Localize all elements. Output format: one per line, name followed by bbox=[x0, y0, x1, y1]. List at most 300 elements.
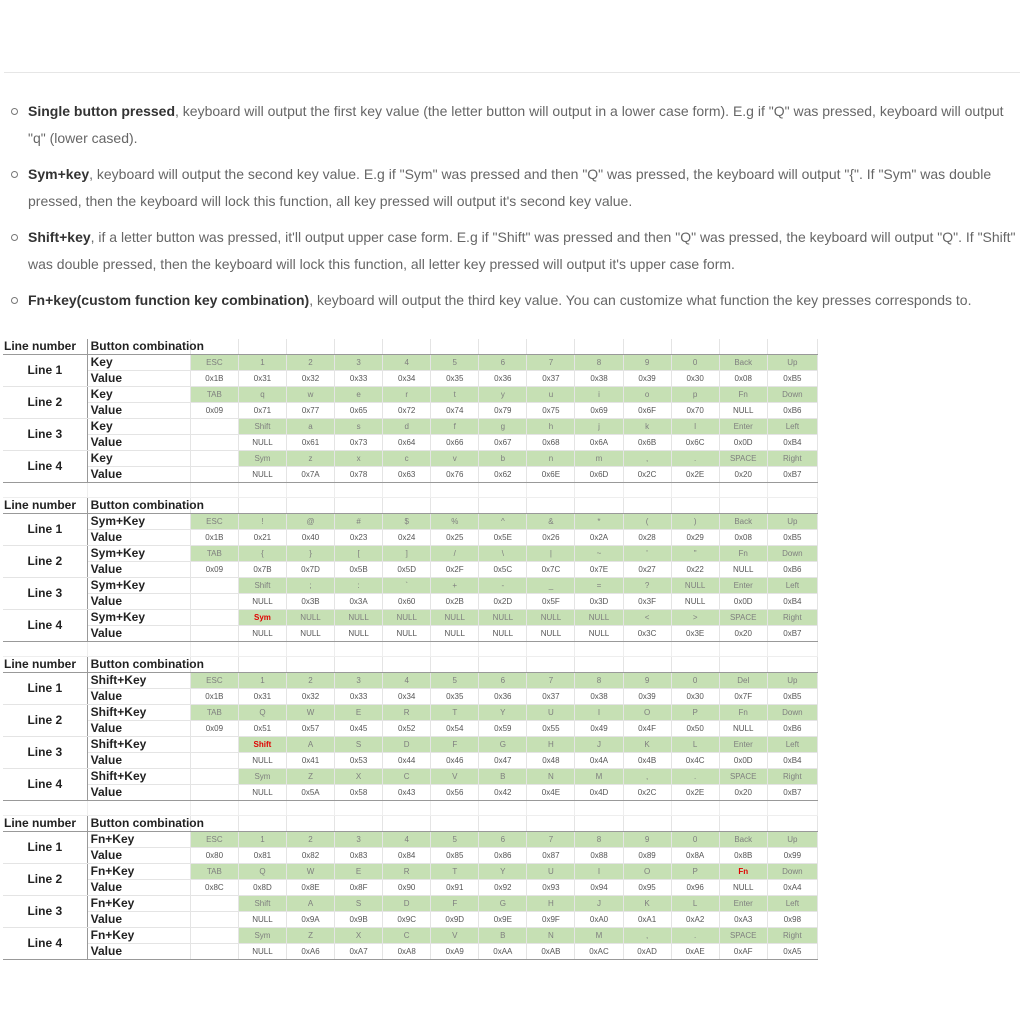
value-cell: NULL bbox=[383, 626, 431, 642]
empty-cell bbox=[575, 498, 623, 514]
empty-cell bbox=[527, 657, 575, 673]
key-cell: 6 bbox=[479, 673, 527, 689]
value-cell: NULL bbox=[527, 626, 575, 642]
value-cell: 0x3E bbox=[671, 626, 719, 642]
empty-cell bbox=[671, 657, 719, 673]
value-cell: 0x09 bbox=[190, 562, 238, 578]
key-cell: V bbox=[431, 769, 479, 785]
value-cell: 0x5B bbox=[335, 562, 383, 578]
empty-cell bbox=[335, 498, 383, 514]
value-cell: 0x71 bbox=[238, 403, 286, 419]
value-cell: 0xB4 bbox=[767, 435, 817, 451]
key-cell: f bbox=[431, 419, 479, 435]
empty-cell bbox=[767, 642, 817, 657]
value-cell: 0x48 bbox=[527, 753, 575, 769]
value-label: Value bbox=[87, 435, 190, 451]
value-cell: 0xAA bbox=[479, 944, 527, 960]
value-label: Value bbox=[87, 848, 190, 864]
key-cell: 2 bbox=[286, 355, 334, 371]
key-cell: \ bbox=[479, 546, 527, 562]
key-cell: NULL bbox=[575, 610, 623, 626]
key-cell: @ bbox=[286, 514, 334, 530]
key-cell: Back bbox=[719, 514, 767, 530]
value-cell: 0x66 bbox=[431, 435, 479, 451]
key-cell: Sym bbox=[238, 610, 286, 626]
key-cell: NULL bbox=[335, 610, 383, 626]
header-button-combination: Button combination bbox=[87, 816, 190, 832]
value-cell: 0xB5 bbox=[767, 371, 817, 387]
value-cell: 0x24 bbox=[383, 530, 431, 546]
key-cell: Left bbox=[767, 737, 817, 753]
empty-cell bbox=[671, 498, 719, 514]
empty-cell bbox=[190, 483, 238, 498]
value-cell: 0x80 bbox=[190, 848, 238, 864]
key-cell: ' bbox=[623, 546, 671, 562]
key-mapping-tables bbox=[3, 339, 818, 960]
key-cell: s bbox=[335, 419, 383, 435]
button-combination-label: Fn+Key bbox=[87, 896, 190, 912]
key-cell: G bbox=[479, 896, 527, 912]
key-cell: Left bbox=[767, 419, 817, 435]
value-label: Value bbox=[87, 594, 190, 610]
value-cell: 0x2D bbox=[479, 594, 527, 610]
key-cell: Left bbox=[767, 578, 817, 594]
key-cell: A bbox=[286, 737, 334, 753]
value-cell: 0x7A bbox=[286, 467, 334, 483]
key-cell: C bbox=[383, 769, 431, 785]
key-cell: + bbox=[431, 578, 479, 594]
value-cell: 0x53 bbox=[335, 753, 383, 769]
value-cell: 0xA8 bbox=[383, 944, 431, 960]
key-cell: / bbox=[431, 546, 479, 562]
empty-cell bbox=[190, 578, 238, 594]
key-cell: : bbox=[335, 578, 383, 594]
empty-cell bbox=[190, 467, 238, 483]
empty-cell bbox=[575, 657, 623, 673]
value-cell: 0x78 bbox=[335, 467, 383, 483]
line-number-cell: Line 2 bbox=[3, 864, 87, 896]
value-cell: 0x93 bbox=[527, 880, 575, 896]
empty-cell bbox=[719, 498, 767, 514]
empty-cell bbox=[190, 944, 238, 960]
value-cell: 0x83 bbox=[335, 848, 383, 864]
empty-cell bbox=[238, 339, 286, 355]
key-cell: O bbox=[623, 864, 671, 880]
empty-cell bbox=[431, 642, 479, 657]
value-cell: 0x91 bbox=[431, 880, 479, 896]
note-shift-key bbox=[0, 224, 1024, 278]
empty-cell bbox=[431, 498, 479, 514]
key-cell: Down bbox=[767, 387, 817, 403]
key-cell: & bbox=[527, 514, 575, 530]
empty-cell bbox=[190, 753, 238, 769]
value-cell: 0x6F bbox=[623, 403, 671, 419]
key-cell: ! bbox=[238, 514, 286, 530]
empty-cell bbox=[767, 498, 817, 514]
key-cell: 5 bbox=[431, 355, 479, 371]
key-cell: S bbox=[335, 737, 383, 753]
key-cell: T bbox=[431, 864, 479, 880]
value-cell: 0xB7 bbox=[767, 467, 817, 483]
key-cell: Q bbox=[238, 705, 286, 721]
key-cell: 4 bbox=[383, 832, 431, 848]
key-cell: 2 bbox=[286, 673, 334, 689]
empty-cell bbox=[335, 642, 383, 657]
empty-cell bbox=[190, 928, 238, 944]
header-line-number: Line number bbox=[3, 816, 87, 832]
key-cell: < bbox=[623, 610, 671, 626]
button-combination-label: Shift+Key bbox=[87, 673, 190, 689]
key-cell: E bbox=[335, 705, 383, 721]
value-cell: 0x2E bbox=[671, 467, 719, 483]
key-cell: Fn bbox=[719, 864, 767, 880]
key-cell: 3 bbox=[335, 673, 383, 689]
key-cell: B bbox=[479, 769, 527, 785]
key-cell: 8 bbox=[575, 355, 623, 371]
key-cell: J bbox=[575, 896, 623, 912]
empty-cell bbox=[238, 483, 286, 498]
key-cell: ESC bbox=[190, 673, 238, 689]
value-cell: 0x62 bbox=[479, 467, 527, 483]
key-cell: H bbox=[527, 737, 575, 753]
key-cell: R bbox=[383, 705, 431, 721]
key-cell: V bbox=[431, 928, 479, 944]
empty-cell bbox=[623, 657, 671, 673]
key-cell: > bbox=[671, 610, 719, 626]
button-combination-label: Key bbox=[87, 355, 190, 371]
key-cell: 4 bbox=[383, 355, 431, 371]
value-cell: 0x43 bbox=[383, 785, 431, 801]
value-cell: 0x4D bbox=[575, 785, 623, 801]
value-cell: 0x0D bbox=[719, 435, 767, 451]
key-cell: Right bbox=[767, 610, 817, 626]
key-cell: 9 bbox=[623, 355, 671, 371]
value-cell: 0x08 bbox=[719, 371, 767, 387]
key-cell: [ bbox=[335, 546, 383, 562]
value-cell: 0x4B bbox=[623, 753, 671, 769]
value-cell: 0x50 bbox=[671, 721, 719, 737]
value-cell: 0x46 bbox=[431, 753, 479, 769]
header-button-combination: Button combination bbox=[87, 657, 190, 673]
value-cell: 0x3F bbox=[623, 594, 671, 610]
key-cell: NULL bbox=[383, 610, 431, 626]
empty-cell bbox=[190, 896, 238, 912]
empty-cell bbox=[527, 483, 575, 498]
value-cell: 0xB4 bbox=[767, 753, 817, 769]
key-cell: 0 bbox=[671, 355, 719, 371]
empty-cell bbox=[286, 498, 334, 514]
value-cell: 0x99 bbox=[767, 848, 817, 864]
value-cell: 0x38 bbox=[575, 689, 623, 705]
key-cell: Enter bbox=[719, 896, 767, 912]
value-cell: 0x7C bbox=[527, 562, 575, 578]
value-cell: 0x88 bbox=[575, 848, 623, 864]
value-cell: 0xA6 bbox=[286, 944, 334, 960]
key-cell: M bbox=[575, 769, 623, 785]
key-cell: | bbox=[527, 546, 575, 562]
value-cell: 0x8E bbox=[286, 880, 334, 896]
key-cell: W bbox=[286, 705, 334, 721]
key-cell: a bbox=[286, 419, 334, 435]
note-fn-key bbox=[0, 287, 1024, 314]
key-cell: Sym bbox=[238, 928, 286, 944]
empty-cell bbox=[190, 912, 238, 928]
key-cell: = bbox=[575, 578, 623, 594]
key-cell: N bbox=[527, 769, 575, 785]
value-cell: 0x7F bbox=[719, 689, 767, 705]
value-cell: NULL bbox=[238, 594, 286, 610]
key-cell: n bbox=[527, 451, 575, 467]
key-cell: H bbox=[527, 896, 575, 912]
value-cell: 0x44 bbox=[383, 753, 431, 769]
value-cell: 0x26 bbox=[527, 530, 575, 546]
value-cell: 0x09 bbox=[190, 721, 238, 737]
value-cell: 0x92 bbox=[479, 880, 527, 896]
value-cell: 0x94 bbox=[575, 880, 623, 896]
value-cell: 0x98 bbox=[767, 912, 817, 928]
value-cell: 0x63 bbox=[383, 467, 431, 483]
note-title: Fn+key(custom function key combination) bbox=[28, 292, 310, 308]
button-combination-label: Sym+Key bbox=[87, 578, 190, 594]
value-cell: 0x65 bbox=[335, 403, 383, 419]
value-cell: 0x8D bbox=[238, 880, 286, 896]
empty-cell bbox=[527, 816, 575, 832]
value-cell: 0xA9 bbox=[431, 944, 479, 960]
value-cell: NULL bbox=[575, 626, 623, 642]
key-cell: ^ bbox=[479, 514, 527, 530]
key-cell: ESC bbox=[190, 514, 238, 530]
empty-cell bbox=[87, 642, 190, 657]
value-cell: 0x0D bbox=[719, 594, 767, 610]
value-cell: 0xAC bbox=[575, 944, 623, 960]
empty-cell bbox=[479, 498, 527, 514]
key-cell: Z bbox=[286, 769, 334, 785]
note-text: , if a letter button was pressed, it'll output upper case form. E.g if "Shift" was pressed and then "Q" was pressed, the keyboard will output "Q". If "Shift" was double pressed, then the keyboard will lock this function, all letter key pressed will output it's upper case form. bbox=[28, 229, 1016, 272]
key-cell: Fn bbox=[719, 387, 767, 403]
key-cell: , bbox=[623, 928, 671, 944]
key-cell: 3 bbox=[335, 832, 383, 848]
empty-cell bbox=[335, 816, 383, 832]
value-cell: 0x49 bbox=[575, 721, 623, 737]
empty-cell bbox=[623, 339, 671, 355]
value-cell: 0x8F bbox=[335, 880, 383, 896]
key-cell: 7 bbox=[527, 832, 575, 848]
value-cell: 0x9B bbox=[335, 912, 383, 928]
key-cell: ( bbox=[623, 514, 671, 530]
line-number-cell: Line 4 bbox=[3, 610, 87, 642]
key-cell: Del bbox=[719, 673, 767, 689]
empty-cell bbox=[383, 498, 431, 514]
value-cell: 0x6B bbox=[623, 435, 671, 451]
key-cell: ESC bbox=[190, 355, 238, 371]
empty-cell bbox=[238, 498, 286, 514]
key-cell: Sym bbox=[238, 769, 286, 785]
key-cell: NULL bbox=[286, 610, 334, 626]
value-label: Value bbox=[87, 403, 190, 419]
line-number-cell: Line 4 bbox=[3, 451, 87, 483]
key-cell: { bbox=[238, 546, 286, 562]
empty-cell bbox=[575, 816, 623, 832]
value-cell: 0x68 bbox=[527, 435, 575, 451]
key-mapping-table-fn bbox=[3, 816, 818, 960]
key-cell: 5 bbox=[431, 673, 479, 689]
key-cell: Enter bbox=[719, 578, 767, 594]
note-text: , keyboard will output the second key value. E.g if "Sym" was pressed and then "Q" was pressed, the keyboard will output "{". If "Sym" was double pressed, then the keyboard will lock this function, all key pressed will output it's second key value. bbox=[28, 166, 992, 209]
value-cell: 0x25 bbox=[431, 530, 479, 546]
key-cell: Sym bbox=[238, 451, 286, 467]
value-cell: 0x32 bbox=[286, 689, 334, 705]
key-cell: Shift bbox=[238, 896, 286, 912]
key-cell: 0 bbox=[671, 673, 719, 689]
value-cell: 0x09 bbox=[190, 403, 238, 419]
value-cell: 0x59 bbox=[479, 721, 527, 737]
key-cell: L bbox=[671, 896, 719, 912]
empty-cell bbox=[719, 339, 767, 355]
value-cell: 0xB6 bbox=[767, 403, 817, 419]
empty-cell bbox=[383, 801, 431, 816]
value-cell: 0x6C bbox=[671, 435, 719, 451]
value-cell: 0x2E bbox=[671, 785, 719, 801]
key-cell: NULL bbox=[671, 578, 719, 594]
key-cell: z bbox=[286, 451, 334, 467]
empty-cell bbox=[3, 801, 87, 816]
line-number-cell: Line 2 bbox=[3, 546, 87, 578]
empty-cell bbox=[527, 642, 575, 657]
value-cell: 0x2A bbox=[575, 530, 623, 546]
value-cell: 0x7B bbox=[238, 562, 286, 578]
value-cell: NULL bbox=[238, 912, 286, 928]
value-cell: 0x5C bbox=[479, 562, 527, 578]
key-cell: SPACE bbox=[719, 451, 767, 467]
value-cell: 0x79 bbox=[479, 403, 527, 419]
value-cell: 0x5D bbox=[383, 562, 431, 578]
value-cell: 0xAB bbox=[527, 944, 575, 960]
empty-cell bbox=[671, 483, 719, 498]
key-cell: Shift bbox=[238, 737, 286, 753]
empty-cell bbox=[527, 339, 575, 355]
key-cell: Shift bbox=[238, 419, 286, 435]
value-cell: NULL bbox=[719, 880, 767, 896]
key-cell: B bbox=[479, 928, 527, 944]
key-cell: Up bbox=[767, 514, 817, 530]
key-cell: TAB bbox=[190, 864, 238, 880]
key-cell: K bbox=[623, 896, 671, 912]
value-cell: NULL bbox=[238, 626, 286, 642]
value-cell: 0x6D bbox=[575, 467, 623, 483]
value-cell: 0x37 bbox=[527, 689, 575, 705]
value-cell: 0xA5 bbox=[767, 944, 817, 960]
line-number-cell: Line 3 bbox=[3, 737, 87, 769]
key-cell: , bbox=[623, 451, 671, 467]
key-cell: Y bbox=[479, 864, 527, 880]
key-cell: Down bbox=[767, 705, 817, 721]
key-cell: Back bbox=[719, 355, 767, 371]
key-cell: v bbox=[431, 451, 479, 467]
value-cell: 0x30 bbox=[671, 371, 719, 387]
key-cell: NULL bbox=[527, 610, 575, 626]
key-cell: # bbox=[335, 514, 383, 530]
line-number-cell: Line 3 bbox=[3, 896, 87, 928]
empty-cell bbox=[671, 339, 719, 355]
empty-cell bbox=[190, 785, 238, 801]
value-cell: 0xA2 bbox=[671, 912, 719, 928]
key-cell: 2 bbox=[286, 832, 334, 848]
value-label: Value bbox=[87, 944, 190, 960]
value-cell: 0x8B bbox=[719, 848, 767, 864]
value-cell: 0x76 bbox=[431, 467, 479, 483]
empty-cell bbox=[190, 419, 238, 435]
empty-cell bbox=[623, 816, 671, 832]
value-cell: 0x69 bbox=[575, 403, 623, 419]
key-cell: 0 bbox=[671, 832, 719, 848]
line-number-cell: Line 2 bbox=[3, 705, 87, 737]
empty-cell bbox=[719, 801, 767, 816]
value-cell: NULL bbox=[719, 562, 767, 578]
empty-cell bbox=[238, 801, 286, 816]
value-cell: NULL bbox=[335, 626, 383, 642]
value-cell: 0x85 bbox=[431, 848, 479, 864]
key-cell: . bbox=[671, 769, 719, 785]
empty-cell bbox=[575, 801, 623, 816]
value-cell: 0x38 bbox=[575, 371, 623, 387]
value-cell: 0x39 bbox=[623, 689, 671, 705]
value-cell: 0x90 bbox=[383, 880, 431, 896]
value-cell: NULL bbox=[238, 435, 286, 451]
empty-cell bbox=[431, 816, 479, 832]
value-cell: 0x7E bbox=[575, 562, 623, 578]
line-number-cell: Line 2 bbox=[3, 387, 87, 419]
value-label: Value bbox=[87, 530, 190, 546]
value-cell: 0x39 bbox=[623, 371, 671, 387]
value-cell: 0x29 bbox=[671, 530, 719, 546]
value-cell: 0xA3 bbox=[719, 912, 767, 928]
value-label: Value bbox=[87, 562, 190, 578]
value-cell: 0x2F bbox=[431, 562, 479, 578]
key-cell: 6 bbox=[479, 355, 527, 371]
button-combination-label: Fn+Key bbox=[87, 864, 190, 880]
value-cell: 0x2C bbox=[623, 467, 671, 483]
value-cell: 0xAD bbox=[623, 944, 671, 960]
key-cell: Fn bbox=[719, 546, 767, 562]
key-cell: I bbox=[575, 705, 623, 721]
key-cell: p bbox=[671, 387, 719, 403]
key-cell: Up bbox=[767, 832, 817, 848]
value-cell: 0xAE bbox=[671, 944, 719, 960]
button-combination-label: Key bbox=[87, 387, 190, 403]
empty-cell bbox=[190, 610, 238, 626]
value-cell: 0x4F bbox=[623, 721, 671, 737]
value-label: Value bbox=[87, 880, 190, 896]
value-cell: 0x2C bbox=[623, 785, 671, 801]
empty-cell bbox=[238, 816, 286, 832]
empty-cell bbox=[335, 483, 383, 498]
value-cell: 0x5A bbox=[286, 785, 334, 801]
header-line-number: Line number bbox=[3, 339, 87, 355]
value-cell: 0x1B bbox=[190, 689, 238, 705]
key-cell: ) bbox=[671, 514, 719, 530]
value-cell: 0x60 bbox=[383, 594, 431, 610]
key-cell: o bbox=[623, 387, 671, 403]
empty-cell bbox=[623, 642, 671, 657]
key-cell: $ bbox=[383, 514, 431, 530]
value-cell: 0xA7 bbox=[335, 944, 383, 960]
empty-cell bbox=[719, 816, 767, 832]
empty-cell bbox=[623, 801, 671, 816]
button-combination-label: Fn+Key bbox=[87, 832, 190, 848]
value-cell: 0x8A bbox=[671, 848, 719, 864]
empty-cell bbox=[431, 339, 479, 355]
empty-cell bbox=[383, 816, 431, 832]
